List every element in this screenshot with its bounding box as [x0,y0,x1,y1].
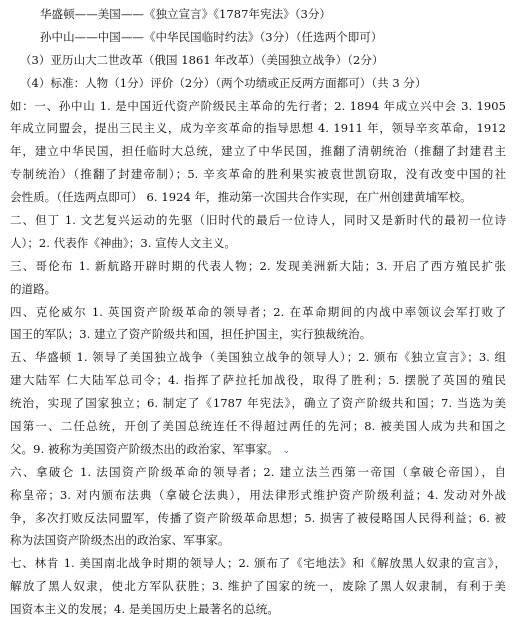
doc-line-16: 五、华盛顿 1. 领导了美国独立战争（美国独立战争的领导人）；2. 颁布《独立宣言》；3. 组 [10,350,506,365]
doc-line-4: （4）标准：人物（1分）评价（2分）（两个功绩或正反两方面都可）（共 3 分） [20,75,427,90]
doc-line-19: 国第一、二任总统，开创了美国总统连任不得超过两任的先河；8. 被美国人成为共和国之 [10,419,506,434]
doc-line-8: 专制统治）（推翻了封建帝制）；5. 辛亥革命的胜利果实被袁世凯窃取，没有改变中国的社 [10,167,506,182]
doc-line-5: 如：一、孙中山 1. 是中国近代资产阶级民主革命的先行者；2. 1894 年成立兴中会 3. 1905 [10,98,506,113]
doc-line-7: 年，建立中华民国，担任临时大总统，建立了中华民国，推翻了清朝统治（推翻了封建君主 [10,144,506,159]
doc-line-21: 六、拿破仑 1. 法国资产阶级革命的领导者；2. 建立法兰西第一帝国（拿破仑帝国），自 [10,464,506,479]
doc-line-13: 的道路。 [10,281,57,296]
doc-line-18: 统治，实现了国家独立；6. 制定了《1787 年宪法》，确立了资产阶级共和国；7. 当选为美 [10,396,506,411]
doc-line-3: （3）亚历山大二世改革（俄国 1861 年改革）（美国独立战争）（2分） [20,52,384,67]
doc-line-22: 称皇帝；3. 对内颁布法典（拿破仑法典），用法律形式维护资产阶级利益；4. 发动对外战 [10,487,506,502]
doc-line-11: 人）；2. 代表作《神曲》；3. 宣传人文主义。 [10,235,236,250]
doc-line-23: 争，多次打败反法同盟军，传播了资产阶级革命思想；5. 损害了被侵略国人民得利益；6. 被 [10,510,506,525]
doc-line-24: 称为法国资产阶级杰出的政治家、军事家。 [10,533,230,548]
doc-line-26: 解放了黑人奴隶，使北方军队获胜；3. 维护了国家的统一，废除了黑人奴隶制，有利于美 [10,579,506,594]
doc-line-20 [10,438,506,461]
edit-mark: ⌄ [282,445,291,456]
doc-line-27: 国资本主义的发展；4. 是美国历史上最著名的总统。 [10,602,279,617]
doc-line-9: 会性质。（任选两点即可） 6. 1924 年，推动第一次国共合作实现，在广州创建黄埔军校。 [10,190,472,205]
doc-line-2: 孙中山——中国——《中华民国临时约法》（3分）（任选两个即可） [40,29,383,44]
doc-line-20-text: 父。9. 被称为美国资产阶级杰出的政治家、军事家。 [10,441,279,456]
doc-line-14: 四、克伦威尔 1. 英国资产阶级革命的领导者；2. 在革命期间的内战中率领议会军打败了 [10,304,506,319]
doc-line-15: 国王的军队；3. 建立了资产阶级共和国，担任护国主，实行独裁统治。 [10,327,372,342]
doc-line-17: 建大陆军 仁大陆军总司令；4. 指挥了萨拉托加战役，取得了胜利；5. 摆脱了英国的殖民 [10,373,506,388]
doc-line-10: 二、但丁 1. 文艺复兴运动的先驱（旧时代的最后一位诗人，同时又是新时代的最初一位诗 [10,213,506,228]
doc-line-6: 年成立同盟会，提出三民主义，成为辛亥革命的指导思想 4. 1911 年，领导辛亥革命，1912 [10,121,506,136]
doc-line-12: 三、哥伦布 1. 新航路开辟时期的代表人物；2. 发现美洲新大陆；3. 开启了西方殖民扩张 [10,258,506,273]
doc-line-25: 七、林肯 1. 美国南北战争时期的领导人；2. 颁布了《宅地法》和《解放黑人奴隶的宣言》， [10,556,506,571]
doc-line-1: 华盛顿——美国——《独立宣言》《1787年宪法》（3分） [40,7,331,21]
